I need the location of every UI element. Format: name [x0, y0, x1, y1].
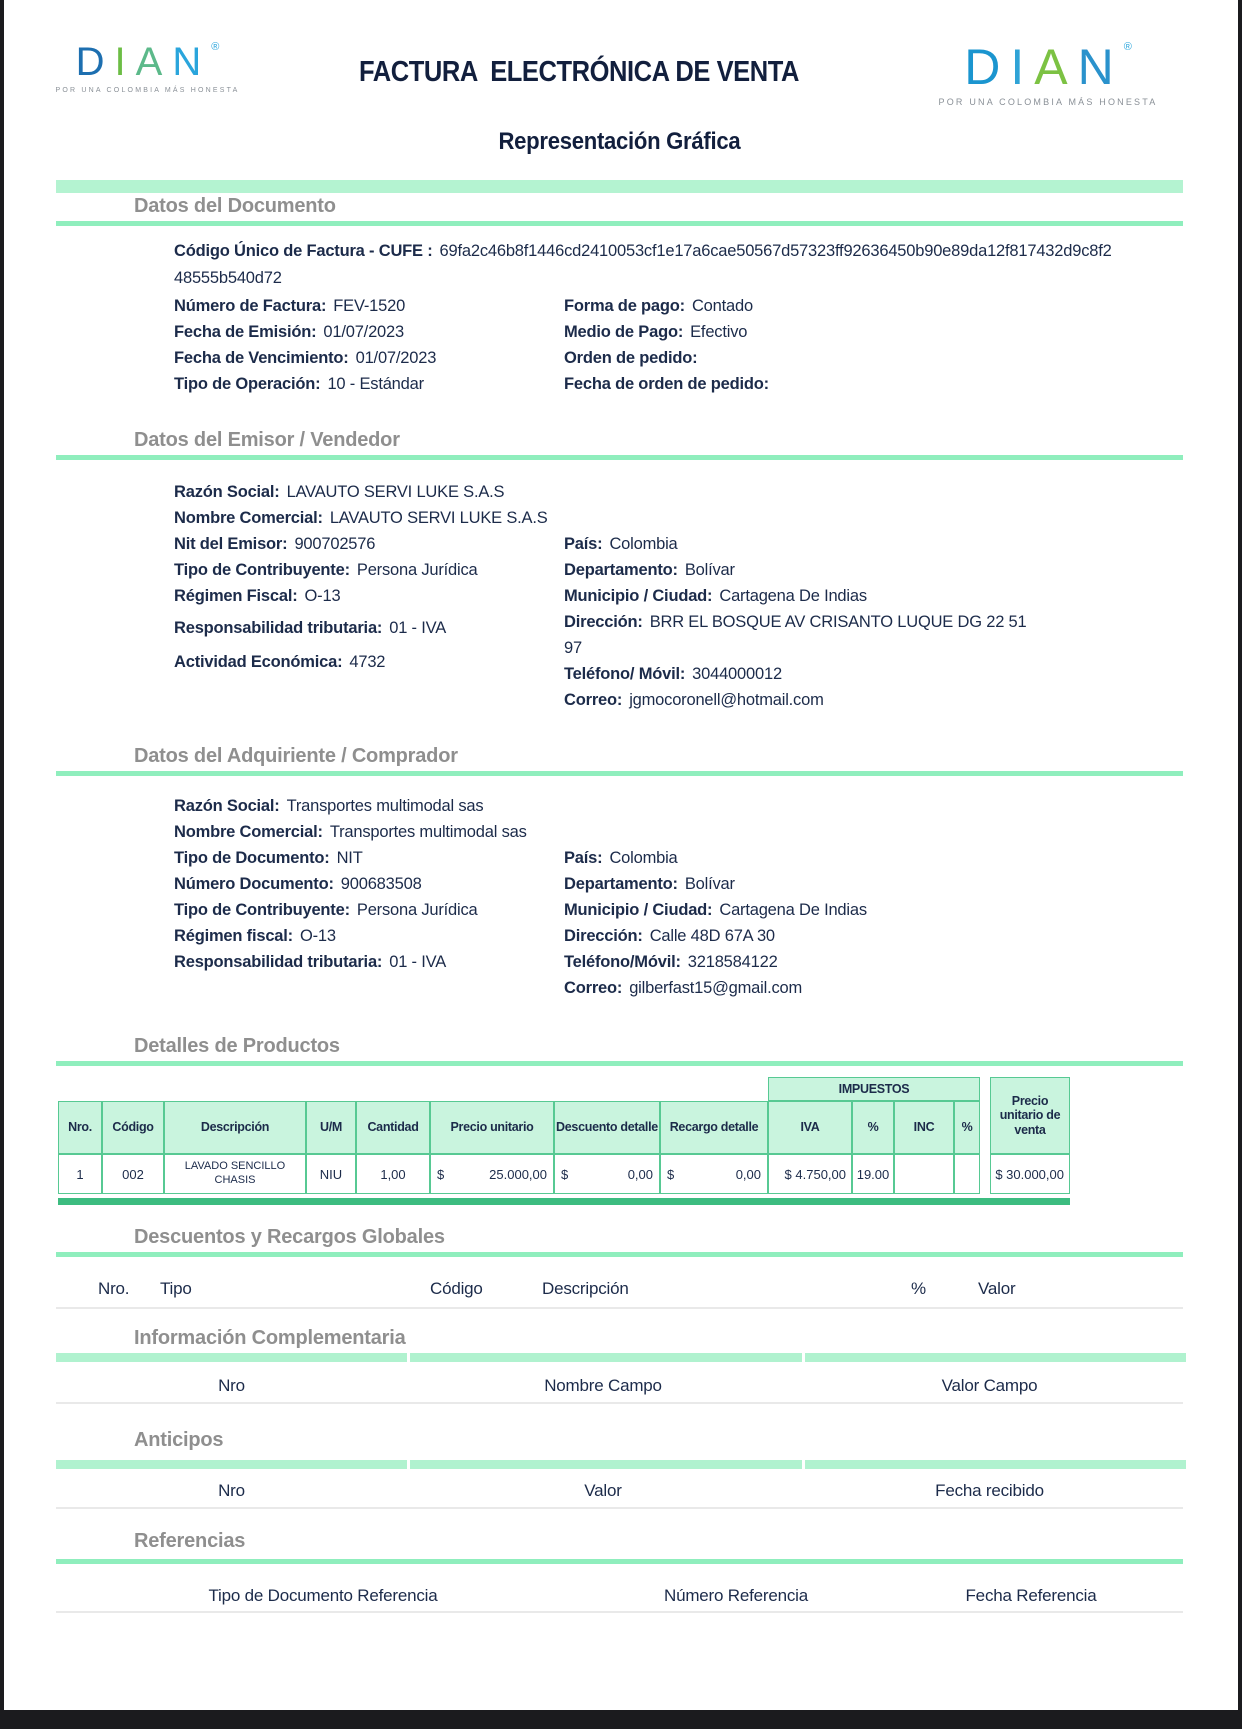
field-label: Tipo de Contribuyente:: [174, 561, 350, 579]
field-label: Número de Factura:: [174, 297, 327, 315]
column-header: Valor: [584, 1481, 622, 1500]
section-underline: [56, 1252, 1183, 1257]
column-header-um: U/M: [306, 1101, 356, 1154]
field-row: [564, 531, 1034, 557]
field-row: [564, 897, 1034, 923]
cell-codigo: 002: [102, 1154, 164, 1194]
field-label: Correo:: [564, 979, 623, 997]
field-label: Departamento:: [564, 561, 678, 579]
field-label: Municipio / Ciudad:: [564, 901, 713, 919]
section-underline: [56, 1061, 1183, 1066]
column-header-recargo: Recargo detalle: [660, 1101, 768, 1154]
field-label: Número Documento:: [174, 875, 334, 893]
field-value: 4732: [349, 653, 386, 671]
cell-um: NIU: [306, 1154, 356, 1194]
dian-logo-left-icon: [55, 40, 240, 94]
info-header-row: [56, 1374, 1183, 1398]
field-row: [564, 371, 1034, 397]
amount: 25.000,00: [489, 1166, 547, 1182]
table-top-border: [56, 1353, 1183, 1362]
field-label: País:: [564, 849, 603, 867]
field-label: Teléfono/ Móvil:: [564, 665, 686, 683]
field-value: Colombia: [609, 849, 678, 867]
field-label: Responsabilidad tributaria:: [174, 953, 383, 971]
column-header-precio-unitario: Precio unitario: [430, 1101, 554, 1154]
products-table: [58, 1077, 1183, 1205]
dian-wordmark: [76, 42, 220, 82]
field-row: [564, 871, 1034, 897]
cell-inc: [894, 1154, 954, 1194]
field-value: Persona Jurídica: [356, 561, 478, 579]
table-bottom-border: [58, 1198, 1070, 1205]
precio-venta-header: Precio unitario de venta: [990, 1077, 1070, 1154]
field-row: [174, 923, 564, 949]
field-value: 10 - Estándar: [327, 375, 424, 393]
field-value: BRR EL BOSQUE AV CRISANTO LUQUE DG 22 51 97: [564, 613, 1027, 657]
dian-letter: N: [1077, 39, 1124, 95]
field-row: [174, 845, 564, 871]
field-label: Fecha de Emisión:: [174, 323, 317, 341]
field-row: [564, 975, 1034, 1001]
field-row: [174, 819, 1183, 845]
column-header: Nro: [218, 1376, 245, 1395]
field-row: [174, 897, 564, 923]
field-value: 900702576: [294, 535, 376, 553]
section-underline: [56, 1559, 1183, 1564]
dian-letter: N: [172, 40, 212, 84]
gray-divider: [56, 1402, 1183, 1404]
dian-letter: I: [1010, 39, 1035, 95]
dian-letter: A: [135, 40, 173, 84]
field-value: 01/07/2023: [323, 323, 404, 341]
header: [55, 39, 1183, 116]
section-title-anticipos: Anticipos: [134, 1429, 224, 1451]
table-top-border: [56, 1460, 1183, 1469]
section-underline: [56, 771, 1183, 776]
field-label: Dirección:: [564, 613, 643, 631]
cell-descuento: [554, 1154, 660, 1194]
currency-symbol: $: [437, 1166, 445, 1182]
field-label: Nombre Comercial:: [174, 823, 323, 841]
column-header: Descripción: [542, 1279, 629, 1298]
section-title-info-complementaria: Información Complementaria: [134, 1327, 406, 1349]
gray-divider: [56, 1611, 1183, 1613]
column-header: Fecha Referencia: [965, 1586, 1097, 1605]
descuentos-header-row: [98, 1277, 1183, 1301]
gray-divider: [56, 1507, 1183, 1509]
field-row: [174, 793, 1183, 819]
field-label: País:: [564, 535, 603, 553]
section-underline: [56, 455, 1183, 460]
field-value: FEV-1520: [333, 297, 406, 315]
group-header-spacer: [58, 1077, 768, 1101]
dian-tagline: POR UNA COLOMBIA MÁS HONESTA: [55, 87, 240, 94]
field-value: NIT: [336, 849, 363, 867]
field-value: Persona Jurídica: [356, 901, 478, 919]
field-value: Contado: [691, 297, 753, 315]
field-label: Nombre Comercial:: [174, 509, 323, 527]
section-title-documento: Datos del Documento: [134, 195, 336, 217]
section-title-productos: Detalles de Productos: [134, 1035, 340, 1057]
field-value: 01/07/2023: [355, 349, 437, 367]
field-value: Colombia: [609, 535, 678, 553]
field-label: Tipo de Operación:: [174, 375, 321, 393]
field-value: LAVAUTO SERVI LUKE S.A.S: [286, 483, 505, 501]
cufe-value: 69fa2c46b8f1446cd2410053cf1e17a6cae50567d57323ff92636450b90e89da12f817432d9c8f248555b540d72: [174, 242, 1112, 287]
cell-recargo: [660, 1154, 768, 1194]
field-label: Fecha de orden de pedido:: [564, 375, 769, 393]
column-header: %: [911, 1279, 926, 1298]
field-row: [564, 661, 1034, 687]
column-header-iva-pct: %: [852, 1101, 894, 1154]
field-label: Razón Social:: [174, 797, 280, 815]
currency-symbol: $: [561, 1166, 569, 1182]
field-label: Teléfono/Móvil:: [564, 953, 681, 971]
cell-inc-pct: [954, 1154, 980, 1194]
field-label: Tipo de Contribuyente:: [174, 901, 350, 919]
dian-logo-right-icon: [923, 39, 1173, 107]
column-header: Nombre Campo: [544, 1376, 662, 1395]
field-value: 900683508: [340, 875, 422, 893]
field-row: [564, 687, 1034, 713]
currency-symbol: $: [667, 1166, 675, 1182]
field-value: Cartagena De Indias: [719, 901, 867, 919]
field-row: [174, 319, 564, 345]
column-header-codigo: Código: [102, 1101, 164, 1154]
field-row: [564, 949, 1034, 975]
field-value: Transportes multimodal sas: [286, 797, 484, 815]
field-label: Responsabilidad tributaria:: [174, 619, 383, 637]
anticipos-header-row: [56, 1479, 1183, 1503]
registered-mark: ®: [211, 41, 220, 53]
column-header: Nro.: [98, 1279, 130, 1298]
field-row: [174, 293, 564, 319]
column-header: Número Referencia: [664, 1586, 808, 1605]
section-underline: [56, 221, 1183, 226]
referencias-header-row: [56, 1584, 1183, 1608]
field-value: Efectivo: [690, 323, 748, 341]
column-header-nro: Nro.: [58, 1101, 102, 1154]
dian-wordmark: [964, 39, 1132, 95]
column-header-inc-pct: %: [954, 1101, 980, 1154]
field-value: gilberfast15@gmail.com: [629, 979, 803, 997]
field-value: O-13: [299, 927, 336, 945]
field-label: Nit del Emisor:: [174, 535, 288, 553]
column-header-inc: INC: [894, 1101, 954, 1154]
section-title-referencias: Referencias: [134, 1530, 246, 1552]
field-row: [174, 615, 564, 641]
field-value: Calle 48D 67A 30: [649, 927, 775, 945]
column-header-descripcion: Descripción: [164, 1101, 306, 1154]
mint-bar: [56, 180, 1183, 193]
column-header: Tipo de Documento Referencia: [208, 1586, 438, 1605]
field-label: Correo:: [564, 691, 623, 709]
field-row: [564, 319, 1034, 345]
field-row: [564, 845, 1034, 871]
field-value: Cartagena De Indias: [719, 587, 867, 605]
dian-letter: I: [114, 40, 136, 84]
field-row: [174, 345, 564, 371]
cufe-label: Código Único de Factura - CUFE :: [174, 242, 433, 260]
column-header: Tipo: [160, 1279, 192, 1298]
field-value: Bolívar: [684, 561, 735, 579]
cell-precio-unitario: [430, 1154, 554, 1194]
impuestos-group-header: IMPUESTOS: [768, 1077, 980, 1101]
field-row: [564, 293, 1034, 319]
field-label: Municipio / Ciudad:: [564, 587, 713, 605]
cell-iva: $ 4.750,00: [768, 1154, 852, 1194]
field-label: Departamento:: [564, 875, 678, 893]
column-header: Nro: [218, 1481, 245, 1500]
field-row: [174, 479, 1183, 505]
field-value: LAVAUTO SERVI LUKE S.A.S: [329, 509, 548, 527]
field-label: Medio de Pago:: [564, 323, 684, 341]
field-value: Bolívar: [684, 875, 735, 893]
field-label: Régimen fiscal:: [174, 927, 293, 945]
field-label: Razón Social:: [174, 483, 280, 501]
field-row: [564, 557, 1034, 583]
field-row: [174, 649, 564, 675]
field-row: [174, 371, 564, 397]
field-value: jgmocoronell@hotmail.com: [629, 691, 824, 709]
field-label: Actividad Económica:: [174, 653, 343, 671]
section-title-adquiriente: Datos del Adquiriente / Comprador: [134, 745, 458, 767]
field-label: Forma de pago:: [564, 297, 685, 315]
column-header: Fecha recibido: [935, 1481, 1044, 1500]
invoice-page: [4, 0, 1238, 1710]
amount: 0,00: [735, 1166, 761, 1182]
field-value: 3218584122: [687, 953, 778, 971]
cell-precio-venta: $ 30.000,00: [990, 1154, 1070, 1194]
gray-divider: [56, 1307, 1183, 1309]
section-title-descuentos: Descuentos y Recargos Globales: [134, 1226, 445, 1248]
dian-letter: D: [75, 40, 115, 84]
cell-descripcion: LAVADO SENCILLO CHASIS: [164, 1154, 306, 1194]
cell-cantidad: 1,00: [356, 1154, 430, 1194]
cell-nro: 1: [58, 1154, 102, 1194]
field-row: [174, 557, 564, 583]
field-label: Fecha de Vencimiento:: [174, 349, 349, 367]
invoice-subtitle: Representación Gráfica: [498, 128, 741, 155]
registered-mark: ®: [1123, 41, 1132, 53]
field-row: [564, 609, 1034, 661]
header-gap: [980, 1101, 990, 1154]
cell-iva-pct: 19.00: [852, 1154, 894, 1194]
column-header-iva: IVA: [768, 1101, 852, 1154]
field-row: [174, 583, 564, 609]
field-value: 01 - IVA: [389, 619, 447, 637]
row-gap: [980, 1154, 990, 1196]
field-label: Régimen Fiscal:: [174, 587, 298, 605]
column-header-cantidad: Cantidad: [356, 1101, 430, 1154]
field-value: Transportes multimodal sas: [329, 823, 527, 841]
column-header: Valor: [978, 1279, 1016, 1298]
dian-letter: A: [1034, 39, 1078, 95]
field-row: [174, 531, 564, 557]
cufe-row: [174, 238, 1119, 292]
amount: 0,00: [627, 1166, 653, 1182]
column-header: Valor Campo: [941, 1376, 1038, 1395]
column-header: Código: [430, 1279, 483, 1298]
field-value: 3044000012: [692, 665, 782, 683]
field-row: [564, 583, 1034, 609]
field-value: O-13: [304, 587, 341, 605]
field-row: [564, 345, 1034, 371]
field-row: [174, 871, 564, 897]
field-label: Dirección:: [564, 927, 643, 945]
field-row: [174, 505, 1183, 531]
dian-letter: D: [964, 39, 1011, 95]
column-header-descuento: Descuento detalle: [554, 1101, 660, 1154]
dian-tagline: POR UNA COLOMBIA MÁS HONESTA: [938, 97, 1158, 107]
field-label: Tipo de Documento:: [174, 849, 330, 867]
invoice-title: FACTURA ELECTRÓNICA DE VENTA: [358, 56, 799, 88]
field-label: Orden de pedido:: [564, 349, 698, 367]
field-row: [174, 949, 564, 975]
section-title-emisor: Datos del Emisor / Vendedor: [134, 429, 400, 451]
field-row: [564, 923, 1034, 949]
field-value: 01 - IVA: [389, 953, 447, 971]
